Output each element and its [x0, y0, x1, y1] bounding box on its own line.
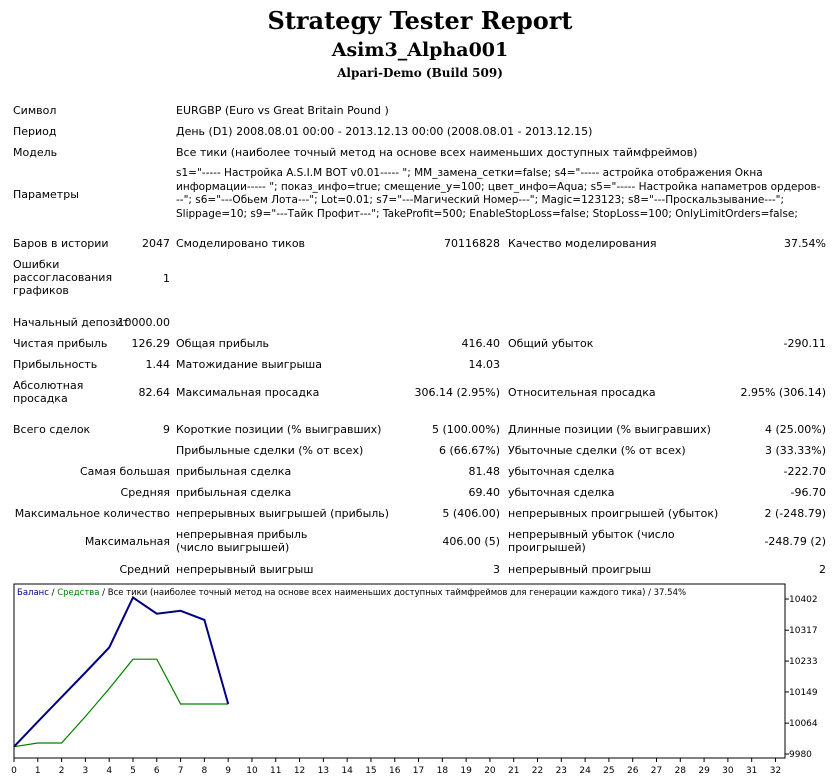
total-trades-value: 9 — [163, 423, 170, 436]
largest-loss-value: -222.70 — [783, 465, 826, 478]
x-tick-label: 25 — [603, 766, 615, 776]
net-profit-label: Чистая прибыль — [13, 337, 108, 350]
x-tick-label: 6 — [153, 766, 160, 776]
short-positions-label: Короткие позиции (% выигравших) — [176, 423, 382, 436]
bars-value: 2047 — [142, 237, 170, 250]
max-cons-losses-label: непрерывных проигрышей (убыток) — [508, 507, 719, 520]
net-profit-value: 126.29 — [131, 337, 170, 350]
max-cons-wins-value: 5 (406.00) — [442, 507, 500, 520]
legend-equity: Средства — [57, 588, 100, 598]
y-axis — [785, 595, 818, 760]
x-tick-label: 8 — [201, 766, 208, 776]
avg-cons-win-value: 3 — [493, 563, 500, 576]
x-tick-label: 23 — [555, 766, 568, 776]
legend-sep: / — [48, 588, 58, 598]
x-tick-label: 27 — [650, 766, 663, 776]
x-tick-label: 24 — [579, 766, 591, 776]
max-cons-profit-value: 406.00 (5) — [442, 535, 500, 548]
x-tick-label: 26 — [626, 766, 639, 776]
largest-profit-label: прибыльная сделка — [176, 465, 292, 478]
legend-balance: Баланс — [17, 588, 49, 598]
largest-profit-value: 81.48 — [468, 465, 500, 478]
quality-label: Качество моделирования — [508, 237, 657, 250]
symbol-label: Символ — [13, 104, 57, 117]
x-tick-label: 16 — [389, 766, 401, 776]
x-tick-label: 22 — [531, 766, 544, 776]
chart-legend — [17, 588, 686, 598]
long-positions-label: Длинные позиции (% выигравших) — [508, 423, 711, 436]
server-build: Alpari-Demo (Build 509) — [337, 66, 503, 80]
ticks-label: Смоделировано тиков — [176, 237, 306, 250]
deposit-label: Начальный депозит — [13, 316, 129, 329]
legend-rest: / Все тики (наиболее точный метод на основе всех наименьших доступных таймфреймов для генерации каждого тика) / 37.54% — [99, 588, 687, 598]
max-cons-loss-value: -248.79 (2) — [764, 535, 826, 548]
loss-trades-label: Убыточные сделки (% от всех) — [508, 444, 686, 457]
x-tick-label: 30 — [722, 766, 734, 776]
x-tick-label: 3 — [82, 766, 89, 776]
x-tick-label: 20 — [484, 766, 496, 776]
x-tick-label: 10 — [246, 766, 258, 776]
x-tick-label: 9 — [225, 766, 232, 776]
avg-cons-loss-value: 2 — [819, 563, 826, 576]
x-tick-label: 32 — [769, 766, 782, 776]
model-value: Все тики (наиболее точный метод на основе всех наименьших доступных таймфреймов) — [176, 146, 698, 159]
gross-loss-label: Общий убыток — [508, 337, 594, 350]
x-tick-label: 5 — [130, 766, 136, 776]
abs-drawdown-value: 82.64 — [138, 386, 170, 399]
errors-value: 1 — [163, 272, 170, 285]
bars-label: Баров в истории — [13, 237, 109, 250]
y-tick-label: 10402 — [789, 595, 818, 605]
expert-name: Asim3_Alpha001 — [331, 39, 509, 61]
max-drawdown-value: 306.14 (2.95%) — [414, 386, 500, 399]
balance-chart — [10, 582, 830, 778]
x-tick-label: 28 — [674, 766, 687, 776]
average-profit-value: 69.40 — [468, 486, 500, 499]
largest-loss-label: убыточная сделка — [508, 465, 615, 478]
avg-cons-loss-label: непрерывный проигрыш — [508, 563, 652, 576]
max-cons-losses-value: 2 (-248.79) — [764, 507, 826, 520]
parameters-value: s1="----- Настройка A.S.I.M BOT v0.01----- "; MM_замена_сетки=false; s4="----- астройка отображения Окна информации----- "; показ_инфо=true; смещение_y=100; цвет_инфо=Aqua; s5="----- Настройка напаметров ордеров---"; s6="---Обьем Лота---"; Lot=0.01; s7="---Магический Номер---"; Magic=123123; s8="---Проскальзывание---"; Slippage=10; s9="---Тайк Профит---"; TakeProfit=500; EnableStopLoss=false; StopLoss=100; OnlyLimitOrders=false; — [176, 167, 821, 220]
x-tick-label: 18 — [436, 766, 449, 776]
profit-factor-value: 1.44 — [145, 358, 170, 371]
loss-trades-value: 3 (33.33%) — [764, 444, 826, 457]
report-title: Strategy Tester Report — [267, 6, 573, 35]
y-tick-label: 10064 — [789, 719, 818, 730]
gross-profit-label: Общая прибыль — [176, 337, 269, 350]
quality-value: 37.54% — [784, 237, 826, 250]
x-tick-label: 15 — [365, 766, 377, 776]
model-label: Модель — [13, 146, 58, 159]
max-label: Максимальная — [84, 535, 170, 548]
x-tick-label: 21 — [507, 766, 520, 776]
period-value: День (D1) 2008.08.01 00:00 - 2013.12.13 00:00 (2008.08.01 - 2013.12.15) — [176, 125, 593, 138]
short-positions-value: 5 (100.00%) — [431, 423, 500, 436]
x-tick-label: 7 — [177, 766, 184, 776]
total-trades-label: Всего сделок — [13, 423, 91, 436]
max-cons-loss-label: непрерывный убыток (число проигрышей) — [508, 528, 675, 554]
gross-profit-value: 416.40 — [461, 337, 500, 350]
abs-drawdown-label: Абсолютная просадка — [13, 379, 84, 405]
max-cons-wins-label: непрерывных выигрышей (прибыль) — [176, 507, 390, 520]
y-tick-label: 10233 — [789, 657, 818, 668]
x-tick-label: 19 — [460, 766, 472, 776]
y-tick-label: 9980 — [789, 750, 812, 760]
errors-label: Ошибки рассогласования графиков — [13, 258, 113, 297]
chart-svg — [10, 582, 830, 778]
x-tick-label: 13 — [317, 766, 330, 776]
x-tick-label: 4 — [106, 766, 113, 776]
x-tick-label: 31 — [745, 766, 758, 776]
rel-drawdown-value: 2.95% (306.14) — [740, 386, 826, 399]
long-positions-value: 4 (25.00%) — [764, 423, 826, 436]
x-tick-label: 11 — [270, 766, 282, 776]
profit-factor-label: Прибыльность — [13, 358, 98, 371]
rel-drawdown-label: Относительная просадка — [508, 386, 656, 399]
x-tick-label: 0 — [11, 766, 17, 776]
y-tick-label: 10149 — [789, 687, 818, 698]
average-label: Средняя — [120, 486, 170, 499]
avg-cons-label: Средний — [119, 563, 170, 576]
profit-trades-value: 6 (66.67%) — [438, 444, 500, 457]
x-tick-label: 17 — [412, 766, 425, 776]
parameters-label: Параметры — [13, 188, 79, 201]
max-drawdown-label: Максимальная просадка — [176, 386, 320, 399]
ticks-value: 70116828 — [444, 237, 500, 250]
deposit-value: 10000.00 — [117, 316, 170, 329]
avg-cons-win-label: непрерывный выигрыш — [176, 563, 314, 576]
symbol-value: EURGBP (Euro vs Great Britain Pound ) — [176, 104, 389, 117]
x-tick-label: 1 — [34, 766, 41, 776]
x-tick-label: 12 — [293, 766, 306, 776]
largest-label: Самая большая — [79, 465, 170, 478]
plot-area — [14, 584, 785, 758]
profit-trades-label: Прибыльные сделки (% от всех) — [176, 444, 364, 457]
max-cons-profit-label: непрерывная прибыль (число выигрышей) — [176, 528, 308, 554]
gross-loss-value: -290.11 — [783, 337, 826, 350]
payoff-label: Матожидание выигрыша — [176, 358, 322, 371]
average-loss-value: -96.70 — [790, 486, 826, 499]
average-loss-label: убыточная сделка — [508, 486, 615, 499]
x-axis — [11, 758, 781, 776]
max-count-label: Максимальное количество — [14, 507, 170, 520]
x-tick-label: 2 — [58, 766, 65, 776]
average-profit-label: прибыльная сделка — [176, 486, 292, 499]
payoff-value: 14.03 — [468, 358, 500, 371]
period-label: Период — [13, 125, 57, 138]
x-tick-label: 29 — [698, 766, 710, 776]
y-tick-label: 10317 — [789, 626, 818, 637]
x-tick-label: 14 — [341, 766, 353, 776]
